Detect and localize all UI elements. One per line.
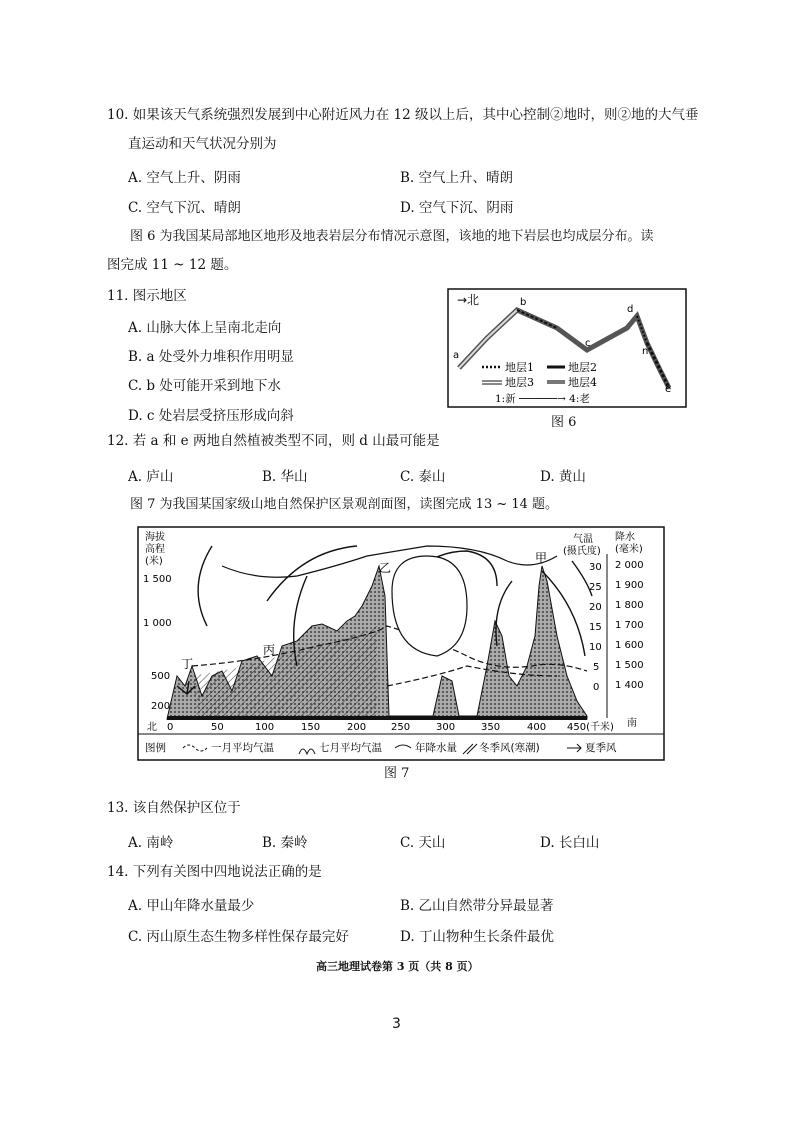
- fig7-legend-jan-temp: 一月平均气温: [211, 742, 274, 754]
- fig7-x-tick-250: 250: [391, 722, 411, 733]
- q10-stem-line1: 10. 如果该天气系统强烈发展到中心附近风力在 12 级以上后，其中心控制②地时，则②地的大气垂: [107, 107, 699, 123]
- q13-option-a: A. 南岭: [128, 835, 174, 851]
- fig7-diagram: [137, 526, 665, 762]
- fig7-temp-tick-15: 15: [589, 622, 602, 633]
- fig7-place-jia: 甲: [535, 551, 548, 565]
- q11-option-b: B. a 处受外力堆积作用明显: [128, 349, 294, 365]
- q10-option-b: B. 空气上升、晴朗: [400, 170, 514, 186]
- fig6-north-arrow: →北: [457, 293, 480, 307]
- fig7-temp-tick-20: 20: [589, 602, 602, 613]
- fig7-precip-tick-2000: 2 000: [615, 560, 644, 571]
- fig7-caption: 图 7: [384, 766, 410, 781]
- fig7-north-label: 北: [147, 722, 157, 733]
- fig6-diagram: [447, 288, 687, 408]
- fig7-left-tick-200: 200: [151, 701, 171, 712]
- fig6-legend-4: 地层4: [568, 376, 597, 389]
- fig7-left-tick-1000: 1 000: [143, 618, 172, 629]
- q13-option-d: D. 长白山: [540, 835, 600, 851]
- fig7-precip-title-1: 降水: [615, 532, 635, 543]
- fig7-temp-title-2: (摄氏度): [563, 546, 601, 557]
- fig6-point-e: e: [665, 384, 672, 395]
- fig7-precip-title-2: (毫米): [615, 544, 643, 555]
- fig7-legend-summer-monsoon: 夏季风: [585, 742, 617, 754]
- fig7-south-label: 南: [627, 718, 637, 729]
- fig7-precip-tick-1800: 1 800: [615, 600, 644, 611]
- fig7-left-tick-500: 500: [151, 671, 171, 682]
- q11-option-c: C. b 处可能开采到地下水: [128, 378, 281, 394]
- fig7-x-tick-150: 150: [301, 722, 321, 733]
- q12-option-b: B. 华山: [262, 469, 308, 485]
- fig7-x-tick-200: 200: [347, 722, 367, 733]
- q13-option-b: B. 秦岭: [262, 835, 308, 851]
- fig7-x-tick-300: 300: [436, 722, 456, 733]
- fig7-precip-tick-1700: 1 700: [615, 620, 644, 631]
- fig6-point-d: d: [627, 304, 634, 315]
- running-footer: 高三地理试卷第 3 页（共 8 页）: [316, 960, 479, 973]
- q12-option-d: D. 黄山: [540, 469, 586, 485]
- fig7-precip-tick-1900: 1 900: [615, 580, 644, 591]
- q10-option-d: D. 空气下沉、阴雨: [400, 200, 514, 216]
- fig7-place-yi: 乙: [379, 561, 392, 575]
- q14-option-c: C. 丙山原生态生物多样性保存最完好: [128, 929, 349, 945]
- fig7-precip-tick-1600: 1 600: [615, 640, 644, 651]
- q11-option-d: D. c 处岩层受挤压形成向斜: [128, 408, 294, 424]
- q14-option-b: B. 乙山自然带分异最显著: [400, 898, 554, 914]
- fig7-temp-tick-25: 25: [589, 582, 602, 593]
- q12-option-c: C. 泰山: [400, 469, 446, 485]
- q11-stem: 11. 图示地区: [107, 288, 187, 304]
- fig6-intro-line2: 图完成 11 ~ 12 题。: [107, 257, 238, 273]
- q14-option-a: A. 甲山年降水量最少: [128, 898, 255, 914]
- fig7-x-tick-50: 50: [211, 722, 224, 733]
- fig7-left-tick-1500: 1 500: [143, 574, 172, 585]
- fig6-intro-line1: 图 6 为我国某局部地区地形及地表岩层分布情况示意图，该地的地下岩层也均成层分布。读: [130, 229, 654, 244]
- q12-stem: 12. 若 a 和 e 两地自然植被类型不同，则 d 山最可能是: [107, 433, 440, 449]
- q10-stem-line2: 直运动和天气状况分别为: [128, 136, 277, 152]
- fig6-legend-1: 地层1: [505, 361, 534, 374]
- fig7-x-tick-100: 100: [255, 722, 275, 733]
- q12-option-a: A. 庐山: [128, 469, 174, 485]
- q10-option-c: C. 空气下沉、晴朗: [128, 200, 241, 216]
- fig7-left-axis-title-1: 海拔: [145, 532, 165, 543]
- fig6-order: 1:新 ──────→ 4:老: [495, 393, 590, 405]
- fig7-x-tick-0: 0: [167, 722, 174, 733]
- fig7-legend-jul-temp: 七月平均气温: [319, 742, 382, 754]
- fig7-temp-tick-10: 10: [589, 642, 602, 653]
- q11-option-a: A. 山脉大体上呈南北走向: [128, 320, 282, 336]
- q13-stem: 13. 该自然保护区位于: [107, 800, 241, 816]
- fig6-caption: 图 6: [551, 415, 577, 430]
- fig7-x-tick-400: 400: [527, 722, 547, 733]
- q14-option-d: D. 丁山物种生长条件最优: [400, 929, 554, 945]
- fig6-point-c: c: [585, 338, 591, 349]
- fig7-left-axis-title-2: 高程: [145, 544, 165, 555]
- fig7-legend-winter-monsoon: 冬季风(寒潮): [479, 742, 540, 754]
- fig7-temp-tick-0: 0: [593, 682, 600, 693]
- fig7-legend-title: 图例: [145, 742, 166, 754]
- q13-option-c: C. 天山: [400, 835, 446, 851]
- fig6-point-n: n: [642, 346, 649, 357]
- fig6-point-b: b: [520, 297, 527, 308]
- fig7-precip-tick-1500: 1 500: [615, 660, 644, 671]
- fig7-x-tick-450: 450(千米): [567, 722, 614, 733]
- fig7-left-axis-title-3: (米): [145, 556, 163, 567]
- fig6-legend-3: 地层3: [505, 376, 534, 389]
- fig7-place-bing: 丙: [263, 643, 276, 657]
- fig7-place-ding: 丁: [181, 657, 194, 671]
- fig7-precip-tick-1400: 1 400: [615, 680, 644, 691]
- fig7-temp-tick-30: 30: [589, 562, 602, 573]
- page-number: 3: [392, 1016, 401, 1032]
- q14-stem: 14. 下列有关图中四地说法正确的是: [107, 864, 322, 880]
- fig7-intro: 图 7 为我国某国家级山地自然保护区景观剖面图，读图完成 13 ~ 14 题。: [130, 497, 559, 512]
- q10-option-a: A. 空气上升、阴雨: [128, 170, 241, 186]
- fig7-temp-tick-5: 5: [593, 662, 600, 673]
- fig7-temp-title-1: 气温: [573, 534, 593, 545]
- fig7-legend-precip: 年降水量: [415, 742, 457, 754]
- fig6-point-a: a: [453, 350, 460, 361]
- fig7-x-tick-350: 350: [481, 722, 501, 733]
- fig6-legend-2: 地层2: [568, 361, 597, 374]
